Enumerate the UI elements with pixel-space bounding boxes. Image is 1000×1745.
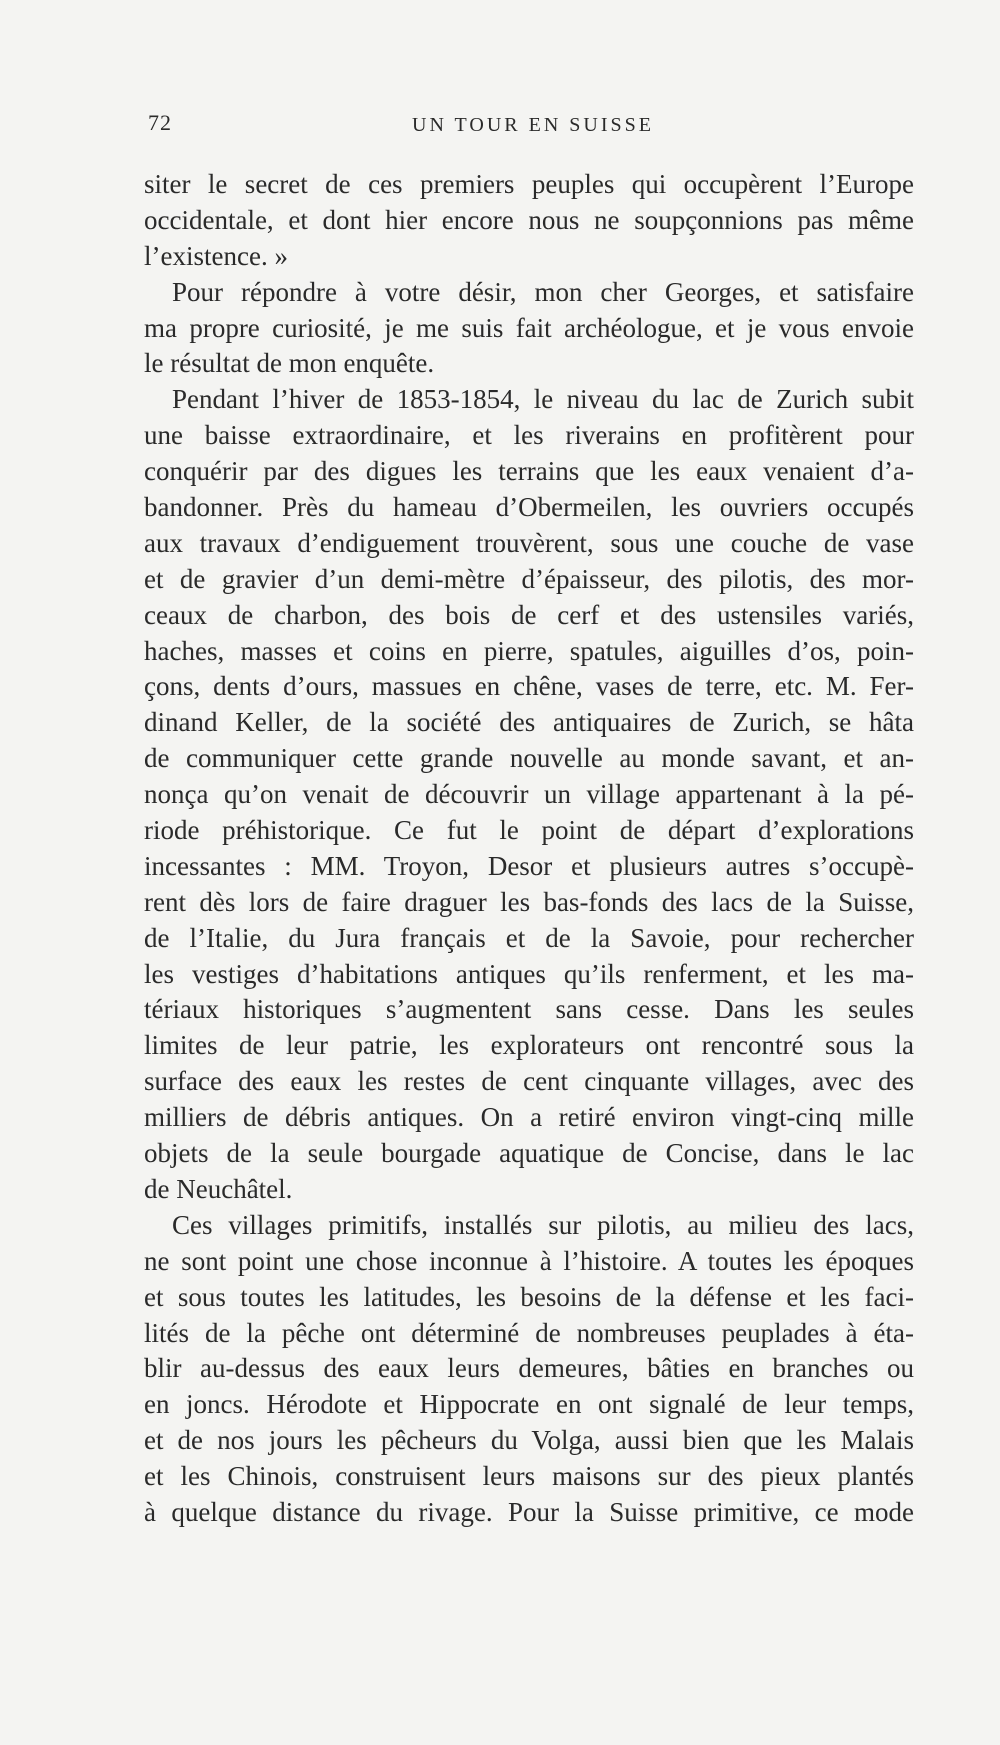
running-header: [148, 110, 908, 142]
text-line: Ces villages primitifs, installés sur pilotis, au milieu des lacs,: [172, 1209, 914, 1240]
text-line: ceaux de charbon, des bois de cerf et des ustensiles variés,: [144, 599, 914, 630]
text-line: à quelque distance du rivage. Pour la Suisse primitive, ce mode: [144, 1496, 914, 1527]
text-line: bandonner. Près du hameau d’Obermeilen, les ouvriers occupés: [144, 492, 914, 523]
text-line: riode préhistorique. Ce fut le point de départ d’explorations: [144, 815, 914, 846]
page-number: 72: [148, 110, 172, 135]
text-line: objets de la seule bourgade aquatique de Concise, dans le lac: [144, 1138, 914, 1169]
text-line: et les Chinois, construisent leurs maisons sur des pieux plantés: [144, 1461, 914, 1492]
text-line: lités de la pêche ont déterminé de nombreuses peuplades à éta-: [144, 1317, 914, 1348]
text-line: occidentale, et dont hier encore nous ne soupçonnions pas même: [144, 204, 914, 235]
text-line: aux travaux d’endiguement trouvèrent, sous une couche de vase: [144, 527, 914, 558]
text-line: incessantes : MM. Troyon, Desor et plusieurs autres s’occupè-: [144, 850, 914, 881]
text-line: ma propre curiosité, je me suis fait archéologue, et je vous envoie: [144, 312, 914, 343]
text-line: en joncs. Hérodote et Hippocrate en ont signalé de leur temps,: [144, 1389, 914, 1420]
text-line: milliers de débris antiques. On a retiré environ vingt-cinq mille: [144, 1102, 914, 1133]
text-line: et sous toutes les latitudes, les besoins de la défense et les faci-: [144, 1281, 914, 1312]
text-line: Pour répondre à votre désir, mon cher Georges, et satisfaire: [172, 276, 914, 307]
text-line: limites de leur patrie, les explorateurs ont rencontré sous la: [144, 1030, 914, 1061]
text-line: une baisse extraordinaire, et les riverains en profitèrent pour: [144, 420, 914, 451]
text-line: ne sont point une chose inconnue à l’histoire. A toutes les époques: [144, 1245, 914, 1276]
text-line: l’existence. »: [144, 240, 288, 271]
text-line: le résultat de mon enquête.: [144, 348, 435, 379]
text-line: nonça qu’on venait de découvrir un village appartenant à la pé-: [144, 779, 914, 810]
text-line: siter le secret de ces premiers peuples qui occupèrent l’Europe: [144, 169, 914, 199]
text-line: çons, dents d’ours, massues en chêne, vases de terre, etc. M. Fer-: [144, 671, 914, 702]
text-line: blir au-dessus des eaux leurs demeures, bâties en branches ou: [144, 1353, 914, 1384]
body-text: [144, 167, 914, 1531]
text-line: et de gravier d’un demi-mètre d’épaisseur, des pilotis, des mor-: [144, 563, 914, 594]
text-line: haches, masses et coins en pierre, spatules, aiguilles d’os, poin-: [144, 635, 914, 666]
text-line: de communiquer cette grande nouvelle au monde savant, et an-: [144, 743, 914, 774]
text-line: et de nos jours les pêcheurs du Volga, aussi bien que les Malais: [144, 1425, 914, 1456]
text-line: de l’Italie, du Jura français et de la Savoie, pour rechercher: [144, 922, 914, 953]
text-line: rent dès lors de faire draguer les bas-fonds des lacs de la Suisse,: [144, 886, 914, 917]
text-line: surface des eaux les restes de cent cinquante villages, avec des: [144, 1066, 914, 1097]
text-line: tériaux historiques s’augmentent sans cesse. Dans les seules: [144, 994, 914, 1025]
text-line: dinand Keller, de la société des antiquaires de Zurich, se hâta: [144, 707, 914, 738]
text-line: Pendant l’hiver de 1853-1854, le niveau du lac de Zurich subit: [172, 384, 914, 415]
text-line: conquérir par des digues les terrains que les eaux venaient d’a-: [144, 456, 914, 487]
text-line: les vestiges d’habitations antiques qu’ils renferment, et les ma-: [144, 958, 914, 989]
running-title: UN TOUR EN SUISSE: [412, 114, 654, 136]
text-line: de Neuchâtel.: [144, 1173, 293, 1204]
